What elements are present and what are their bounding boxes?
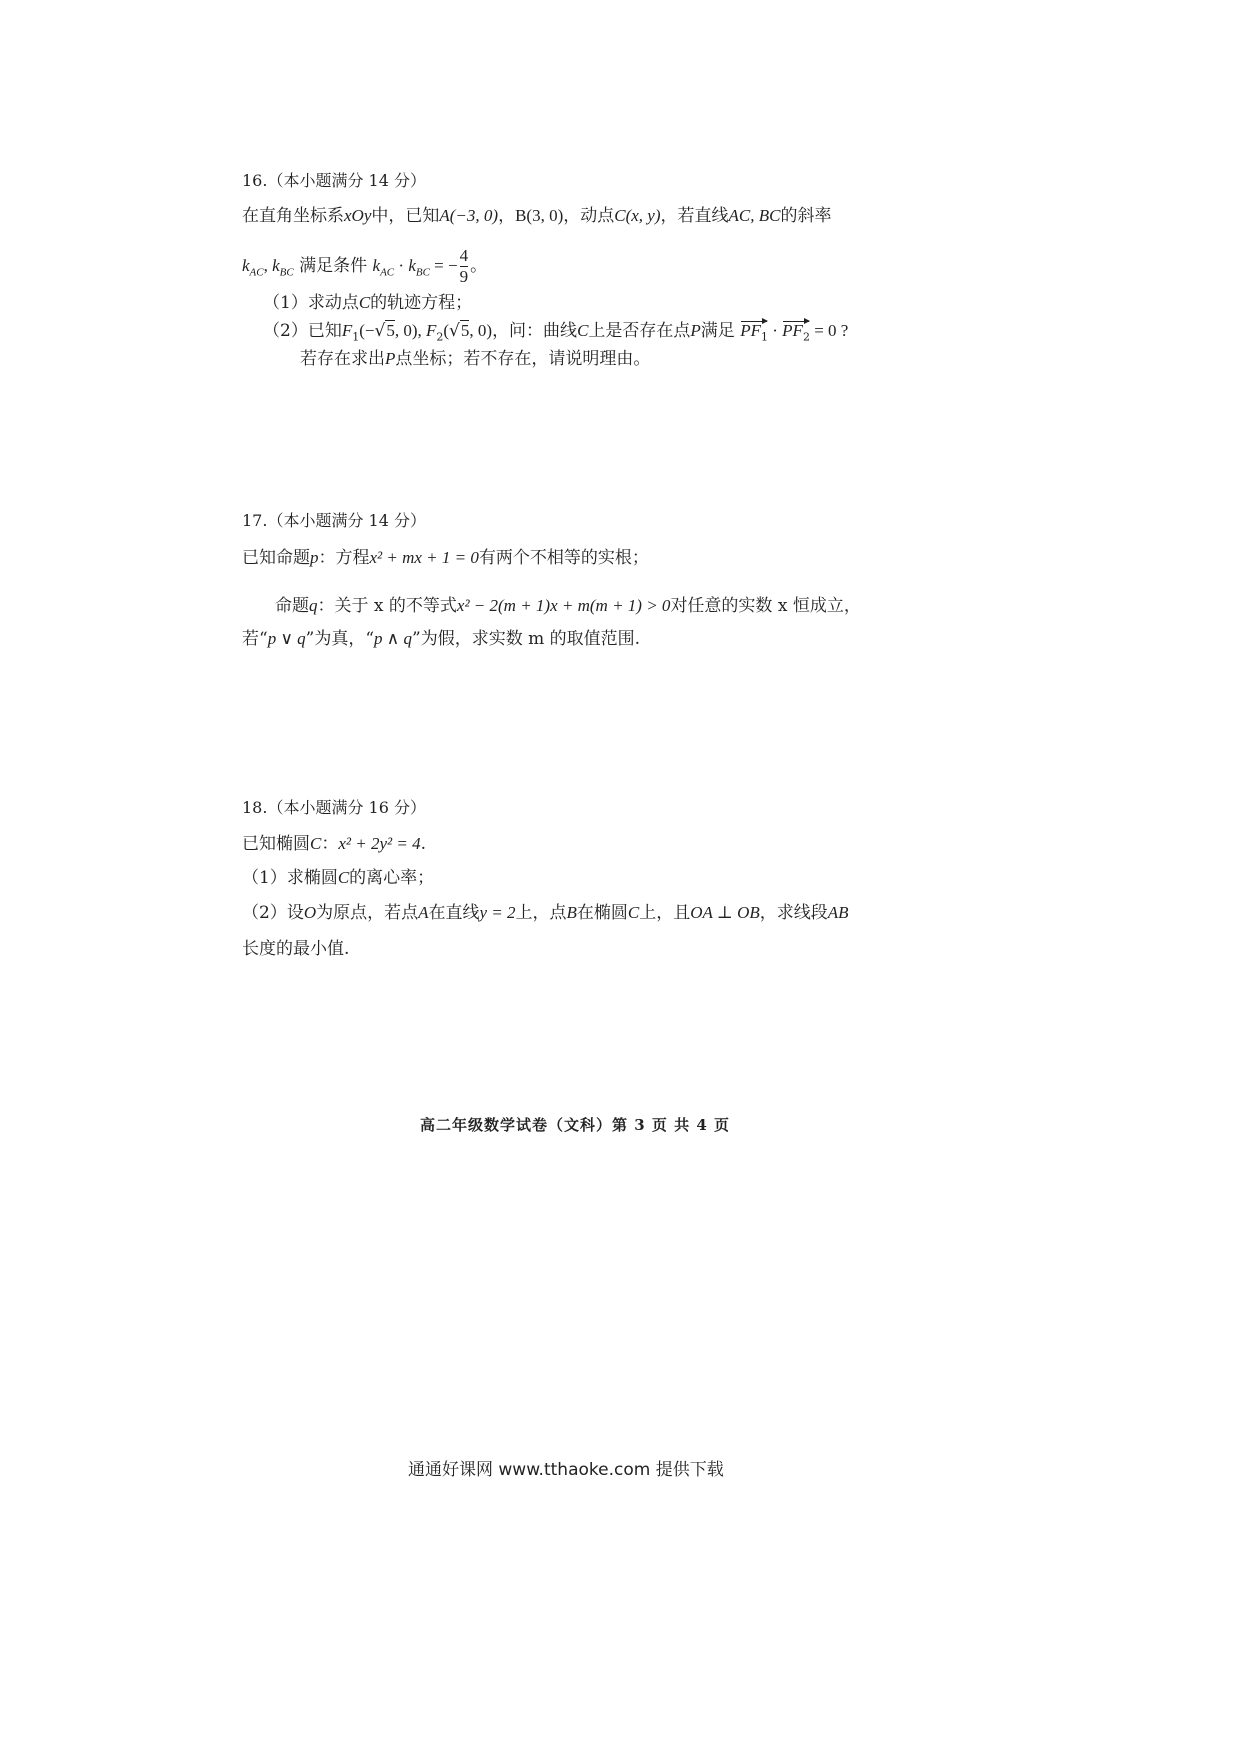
q17-line1: 已知命题p：方程x² + mx + 1 = 0有两个不相等的实根； [242, 548, 649, 568]
q16-title: 16.（本小题满分 14 分） [242, 171, 426, 190]
q18-title: 18.（本小题满分 16 分） [242, 798, 426, 817]
q18-line1: 已知椭圆C：x² + 2y² = 4. [242, 834, 426, 854]
q18-part2-line1: （2）设O为原点，若点A在直线y = 2上，点B在椭圆C上，且OA ⊥ OB，求线段AB [242, 903, 849, 923]
source-credit: 通通好课网 www.tthaoke.com 提供下载 [408, 1460, 724, 1480]
q17-line3: 若“p ∨ q”为真，“p ∧ q”为假，求实数 m 的取值范围. [242, 629, 641, 649]
q18-part2-line2: 长度的最小值. [242, 939, 350, 959]
vector-pf1: $PF_1$ [740, 320, 768, 348]
q18-part1: （1）求椭圆C的离心率； [242, 868, 435, 888]
fraction-4-9: $\frac{4}{9}$ [459, 246, 469, 286]
q16-part1: （1）求动点C的轨迹方程； [263, 293, 473, 313]
q16-stem-line1: 在直角坐标系xOy中，已知A(−3, 0)，B(3, 0)，动点C(x, y)，若直线AC, BC的斜率 [242, 206, 832, 226]
q16-part2-line2: 若存在求出P点坐标；若不存在，请说明理由。 [300, 349, 651, 369]
q17-title: 17.（本小题满分 14 分） [242, 511, 426, 530]
q16-stem-line2: $k_{AC}$, $k_{BC}$ 满足条件 $k_{AC} \cdot k_{BC}$ = − $\frac{4}{9}$ 。 [242, 246, 488, 286]
page-footer: 高二年级数学试卷（文科）第 3 页 共 4 页 [420, 1116, 730, 1134]
q16-part2-line1: （2）已知$F_1(-√5$, 0), $F_2(√5$, 0)，问：曲线C上是否存在点P满足 $PF_1 \cdot PF_2 = 0$ ? [263, 320, 848, 348]
q17-line2: 命题q：关于 x 的不等式x² − 2(m + 1)x + m(m + 1) > 0对任意的实数 x 恒成立， [275, 596, 861, 616]
vector-pf2: $PF_2$ [782, 320, 810, 348]
